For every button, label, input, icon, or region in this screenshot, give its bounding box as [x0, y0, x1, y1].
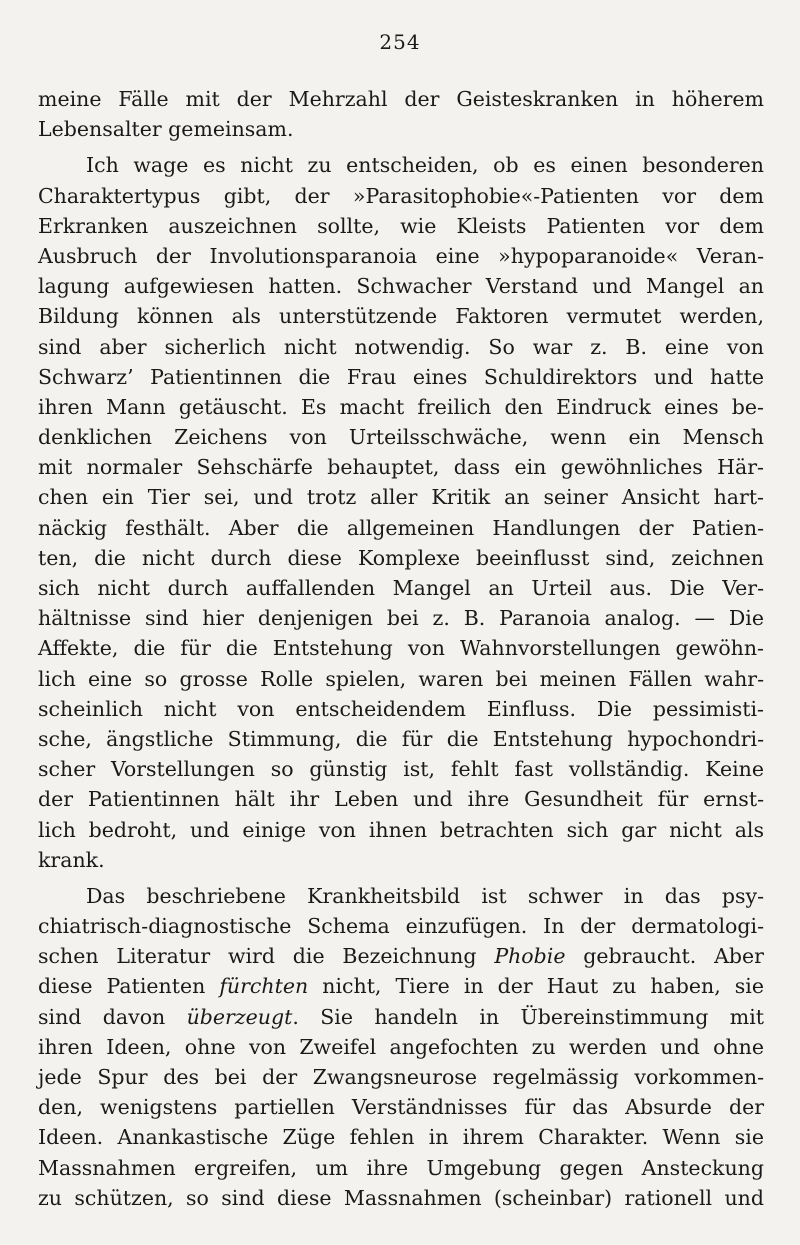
text-line: lich bedroht, und einige von ihnen betrachten sich gar nicht als [38, 817, 764, 842]
text-line: sind davon überzeugt. Sie handeln in Übereinstimmung mit [38, 1004, 764, 1029]
text-line: scher Vorstellungen so günstig ist, fehlt fast vollständig. Keine [38, 757, 764, 782]
text-line: denklichen Zeichens von Urteilsschwäche, wenn ein Mensch [38, 425, 764, 450]
text-line: Affekte, die für die Entstehung von Wahnvorstellungen gewöhn- [38, 636, 764, 661]
text-line: den, wenigstens partiellen Verständnisses für das Absurde der [38, 1095, 764, 1120]
text-line: ihren Ideen, ohne von Zweifel angefochten zu werden und ohne [38, 1034, 764, 1059]
text-line: der Patientinnen hält ihr Leben und ihre Gesundheit für ernst- [38, 787, 764, 812]
text-line: sche, ängstliche Stimmung, die für die Entstehung hypochondri- [38, 726, 764, 751]
text-line: mit normaler Sehschärfe behauptet, dass ein gewöhnliches Här- [38, 455, 764, 480]
text-line: ihren Mann getäuscht. Es macht freilich den Eindruck eines be- [38, 394, 764, 419]
text-line: schen Literatur wird die Bezeichnung Phobie gebraucht. Aber [38, 944, 764, 969]
text-line: jede Spur des bei der Zwangsneurose regelmässig vorkommen- [38, 1065, 764, 1089]
text-line: chiatrisch-diagnostische Schema einzufügen. In der dermatologi- [38, 914, 764, 939]
text-line: meine Fälle mit der Mehrzahl der Geisteskranken in höherem [38, 87, 764, 111]
paragraph [38, 84, 764, 144]
text-line: scheinlich nicht von entscheidendem Einfluss. Die pessimisti- [38, 696, 764, 721]
text-line: Ich wage es nicht zu entscheiden, ob es einen besonderen [86, 153, 764, 178]
text-line: Schwarz’ Patientinnen die Frau eines Schuldirektors und hatte [38, 364, 764, 389]
text-line: lich eine so grosse Rolle spielen, waren bei meinen Fällen wahr- [38, 666, 764, 691]
emphasized-text: Phobie [494, 944, 566, 969]
emphasized-text: überzeugt [186, 1004, 293, 1029]
text-line: diese Patienten fürchten nicht, Tiere in der Haut zu haben, sie [38, 974, 764, 999]
text-line: näckig festhält. Aber die allgemeinen Handlungen der Patien- [38, 515, 764, 540]
text-line: Ausbruch der Involutionsparanoia eine »hypoparanoide« Veran- [38, 243, 764, 268]
body-text [38, 84, 764, 1213]
text-line: chen ein Tier sei, und trotz aller Kritik an seiner Ansicht hart- [38, 485, 764, 510]
paragraph [38, 150, 764, 875]
text-line: lagung aufgewiesen hatten. Schwacher Verstand und Mangel an [38, 274, 764, 299]
text-line: Lebensalter gemeinsam. [38, 117, 294, 142]
text-line: Ideen. Anankastische Züge fehlen in ihrem Charakter. Wenn sie [38, 1125, 764, 1150]
text-line: Erkranken auszeichnen sollte, wie Kleists Patienten vor dem [38, 213, 764, 238]
text-line: Das beschriebene Krankheitsbild ist schwer in das psy- [86, 883, 764, 908]
text-line: hältnisse sind hier denjenigen bei z. B. Paranoia analog. — Die [38, 606, 764, 631]
text-line: Massnahmen ergreifen, um ihre Umgebung gegen Ansteckung [38, 1155, 764, 1180]
page-number: 254 [379, 30, 421, 54]
text-line: Charaktertypus gibt, der »Parasitophobie«-Patienten vor dem [38, 183, 764, 208]
paragraph [38, 881, 764, 1213]
text-line: zu schützen, so sind diese Massnahmen (scheinbar) rationell und [38, 1185, 764, 1210]
text-line: Bildung können als unterstützende Faktoren vermutet werden, [38, 304, 764, 329]
text-line: krank. [38, 847, 105, 872]
text-line: sind aber sicherlich nicht notwendig. So war z. B. eine von [38, 334, 764, 359]
text-line: ten, die nicht durch diese Komplexe beeinflusst sind, zeichnen [38, 545, 764, 570]
emphasized-text: fürchten [219, 974, 309, 999]
text-line: sich nicht durch auffallenden Mangel an Urteil aus. Die Ver- [38, 576, 764, 600]
